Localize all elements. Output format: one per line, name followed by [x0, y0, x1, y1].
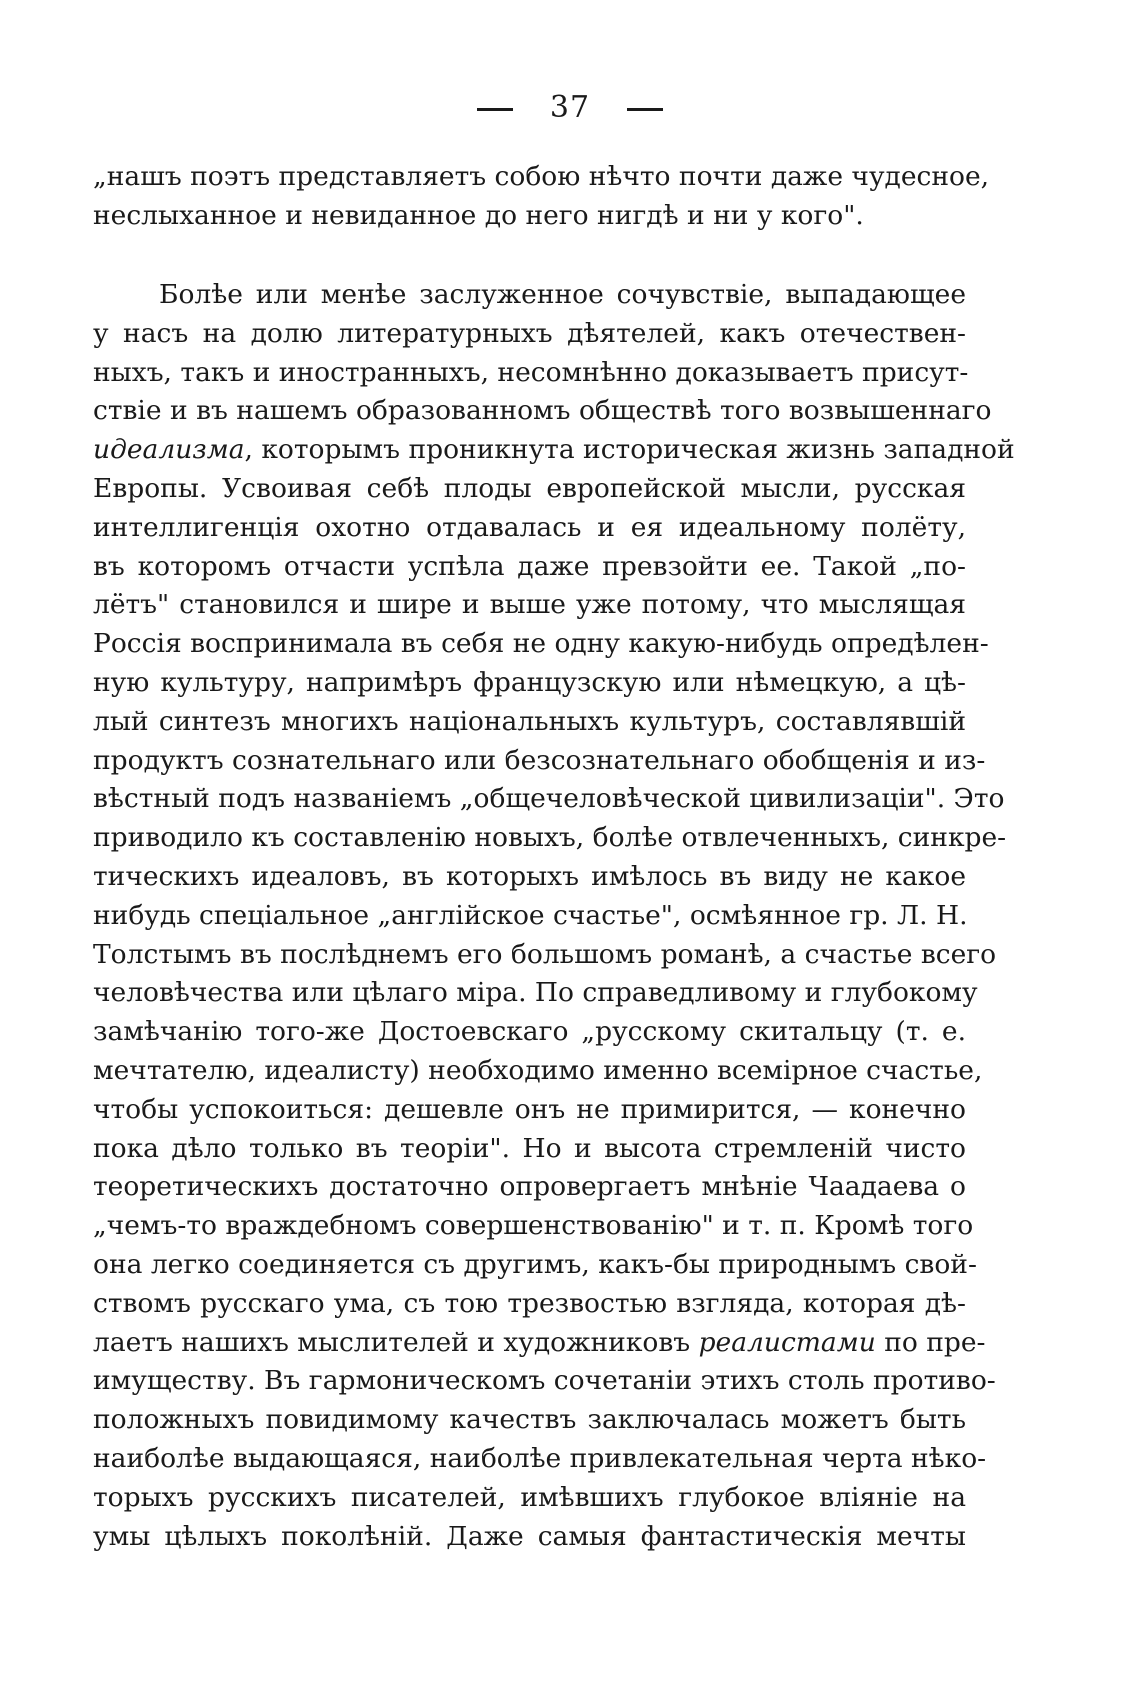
text-line: Болѣе или менѣе заслуженное сочувствіе, выпадающее: [159, 279, 966, 310]
text-line: у насъ на долю литературныхъ дѣятелей, какъ отечествен-: [93, 317, 966, 349]
text-line: торыхъ русскихъ писателей, имѣвшихъ глубокое вліяніе на: [93, 1481, 966, 1513]
text-line: мечтателю, идеалисту) необходимо именно всемірное счастье,: [93, 1054, 983, 1086]
text-line: теоретическихъ достаточно опровергаетъ мнѣніе Чаадаева о: [93, 1171, 966, 1203]
text-line: интеллигенція охотно отдавалась и ея идеальному полёту,: [93, 511, 966, 543]
text-line: „чемъ-то враждебномъ совершенствованію" и т. п. Кромѣ того: [93, 1210, 974, 1242]
text-line: продуктъ сознательнаго или безсознательнаго обобщенія и из-: [93, 744, 986, 776]
italic-term: идеализма: [93, 434, 245, 466]
text-line: въ которомъ отчасти успѣла даже превзойти ее. Такой „по-: [93, 550, 966, 582]
text-line: имуществу. Въ гармоническомъ сочетаніи этихъ столь противо-: [93, 1365, 996, 1397]
text-line: тическихъ идеаловъ, въ которыхъ имѣлось въ виду не какое: [93, 860, 966, 892]
text-line: ныхъ, такъ и иностранныхъ, несомнѣнно доказываетъ присут-: [93, 356, 969, 388]
page-header: [0, 88, 1140, 128]
text-line: „нашъ поэтъ представляетъ собою нѣчто почти даже чудесное,: [93, 161, 990, 192]
text-line: положныхъ повидимому качествъ заключалась можетъ быть: [93, 1404, 966, 1436]
header-dash-left: [477, 108, 513, 111]
header-dash-right: [627, 108, 663, 111]
text-line: ствіе и въ нашемъ образованномъ обществѣ того возвышеннаго: [93, 395, 992, 427]
text-line: чтобы успокоиться: дешевле онъ не примирится, — конечно: [93, 1093, 966, 1125]
text-line: [93, 1324, 986, 1363]
text-run: по пре-: [875, 1326, 986, 1358]
text-run: лаетъ нашихъ мыслителей и художниковъ: [93, 1326, 699, 1358]
page-number: 37: [549, 90, 591, 125]
text-line: она легко соединяется съ другимъ, какъ-бы природнымъ свой-: [93, 1248, 977, 1280]
text-line: Россія воспринимала въ себя не одну какую-нибудь опредѣлен-: [93, 628, 989, 660]
paragraph-main: [93, 276, 1015, 1556]
text-line: ствомъ русскаго ума, съ тою трезвостью взгляда, которая дѣ-: [93, 1287, 966, 1319]
text-line: пока дѣло только въ теоріи". Но и высота стремленій чисто: [93, 1132, 966, 1164]
text-line: наиболѣе выдающаяся, наиболѣе привлекательная черта нѣко-: [93, 1442, 987, 1474]
text-line: замѣчанію того-же Достоевскаго „русскому скитальцу (т. е.: [93, 1016, 966, 1048]
text-line: Европы. Усвоивая себѣ плоды европейской мысли, русская: [93, 472, 966, 504]
italic-term: реалистами: [698, 1326, 876, 1358]
text-line: нибудь спеціальное „англійское счастье", осмѣянное гр. Л. Н.: [93, 899, 968, 931]
text-line: лётъ" становился и шире и выше уже потому, что мыслящая: [93, 589, 966, 621]
text-line: лый синтезъ многихъ національныхъ культуръ, составлявшій: [93, 705, 966, 737]
text-line: ную культуру, напримѣръ французскую или нѣмецкую, а цѣ-: [93, 666, 966, 698]
text-line: неслыханное и невиданное до него нигдѣ и ни у кого".: [93, 199, 864, 231]
text-line: Толстымъ въ послѣднемъ его большомъ романѣ, а счастье всего: [93, 938, 997, 970]
text-line: [93, 431, 1015, 470]
paragraph-quote-end: [93, 158, 990, 236]
text-line: вѣстный подъ названіемъ „общечеловѣческой цивилизаціи". Это: [93, 783, 1005, 815]
text-run: , которымъ проникнута историческая жизнь западной: [244, 434, 1015, 466]
text-line: умы цѣлыхъ поколѣній. Даже самыя фантастическія мечты: [93, 1520, 966, 1552]
text-line: приводило къ составленію новыхъ, болѣе отвлеченныхъ, синкре-: [93, 822, 1007, 854]
text-line: человѣчества или цѣлаго міра. По справедливому и глубокому: [93, 977, 978, 1009]
